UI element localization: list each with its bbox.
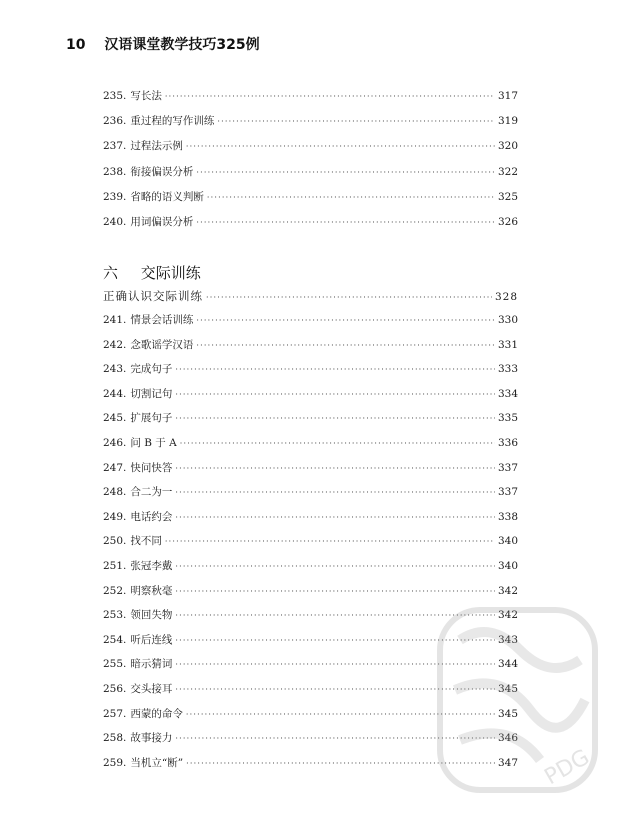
toc-entry-number: 256. <box>103 683 127 695</box>
leader-dots <box>175 559 495 575</box>
chapter-number: 六 <box>103 264 119 282</box>
toc-entry[interactable] <box>103 410 518 426</box>
toc-entry[interactable] <box>103 656 518 672</box>
leader-dots <box>196 313 495 329</box>
toc-entry-title: 快问快答 <box>130 461 173 474</box>
toc-entry[interactable] <box>103 533 518 549</box>
toc-entry[interactable] <box>103 460 518 476</box>
toc-entry-intro[interactable] <box>103 288 518 304</box>
toc-entry-number: 248. <box>103 486 127 499</box>
leader-dots <box>175 657 495 673</box>
toc-entry-number: 240. <box>103 216 127 228</box>
leader-dots <box>175 682 495 698</box>
toc-entry-number: 258. <box>103 732 127 745</box>
toc-entry-page: 336 <box>497 437 518 449</box>
toc-entry-title: 交头接耳 <box>130 683 173 695</box>
toc-entry-number: 254. <box>103 633 127 646</box>
toc-entry-page: 346 <box>497 732 518 745</box>
toc-entry-number: 255. <box>103 658 127 671</box>
toc-entry-page: 337 <box>497 486 518 499</box>
toc-entry-title: 扩展句子 <box>130 412 173 425</box>
chapter-heading <box>103 262 201 283</box>
toc-entry-number: 245. <box>103 412 127 425</box>
toc-entry-number: 244. <box>103 387 127 400</box>
toc-entry[interactable] <box>103 632 518 648</box>
toc-entry-number: 235. <box>103 90 127 102</box>
toc-entry-page: 331 <box>497 338 518 351</box>
toc-entry[interactable] <box>103 113 518 129</box>
toc-entry-title: 重过程的写作训练 <box>130 115 215 128</box>
toc-entry-title: 暗示猜词 <box>130 658 173 671</box>
toc-entry-title: 用词偏误分析 <box>130 216 194 228</box>
toc-entry-page: 322 <box>497 165 518 178</box>
toc-entry-page: 326 <box>497 216 518 228</box>
toc-entry-page: 330 <box>497 314 518 326</box>
toc-entry-number: 239. <box>103 190 127 203</box>
leader-dots <box>175 608 495 624</box>
toc-entry-page: 328 <box>494 291 518 303</box>
toc-entry-title: 故事接力 <box>130 732 173 745</box>
toc-entry-page: 345 <box>497 707 518 720</box>
leader-dots <box>196 215 495 231</box>
toc-entry-number: 249. <box>103 510 127 523</box>
toc-entry-page: 343 <box>497 633 518 646</box>
toc-entry[interactable] <box>103 558 518 574</box>
toc-entry-number: 259. <box>103 756 127 769</box>
toc-entry-title: 电话约会 <box>130 510 173 523</box>
toc-entry-number: 237. <box>103 140 127 153</box>
toc-entry-page: 337 <box>497 461 518 474</box>
leader-dots <box>175 485 495 501</box>
leader-dots <box>196 338 495 354</box>
toc-entry-number: 250. <box>103 535 127 548</box>
leader-dots <box>180 436 495 452</box>
toc-entry[interactable] <box>103 706 518 722</box>
leader-dots <box>175 461 495 477</box>
leader-dots <box>175 510 495 526</box>
toc-entry[interactable] <box>103 138 518 154</box>
toc-entry-title: 切割记句 <box>130 387 173 400</box>
leader-dots <box>186 756 495 772</box>
leader-dots <box>186 139 495 155</box>
toc-entry-number: 243. <box>103 363 127 376</box>
toc-entry[interactable] <box>103 337 518 353</box>
leader-dots <box>186 707 495 723</box>
toc-entry-number: 251. <box>103 560 127 572</box>
toc-entry-number: 247. <box>103 461 127 474</box>
toc-entry-title: 衔接偏误分析 <box>130 165 194 178</box>
toc-entry-title: 情景会话训练 <box>130 314 194 326</box>
toc-entry-title: 张冠李戴 <box>130 560 173 572</box>
toc-entry[interactable] <box>103 730 518 746</box>
toc-entry-page: 344 <box>497 658 518 671</box>
toc-entry-title: 西蒙的命令 <box>130 707 183 720</box>
toc-entry-title: 明察秋毫 <box>130 584 173 597</box>
page-number: 10 <box>66 37 86 53</box>
toc-entry-title: 过程法示例 <box>130 140 183 153</box>
leader-dots <box>175 362 495 378</box>
toc-entry[interactable] <box>103 755 518 771</box>
toc-entry-number: 236. <box>103 115 127 128</box>
toc-entry-number: 253. <box>103 609 127 622</box>
toc-entry-page: 334 <box>497 387 518 400</box>
toc-entry-title: 问 B 于 A <box>130 437 177 449</box>
chapter-title: 交际训练 <box>140 264 201 282</box>
toc-entry-page: 319 <box>497 115 518 128</box>
toc-entry-number: 257. <box>103 707 127 720</box>
toc-entry-page: 317 <box>497 90 518 102</box>
leader-dots <box>207 190 495 206</box>
toc-entry[interactable] <box>103 361 518 377</box>
toc-entry[interactable] <box>103 681 518 697</box>
toc-entry-title: 当机立“断” <box>130 756 184 769</box>
toc-entry[interactable] <box>103 435 518 451</box>
toc-entry-number: 242. <box>103 338 127 351</box>
leader-dots <box>165 534 495 550</box>
toc-entry[interactable] <box>103 509 518 525</box>
toc-entry-page: 340 <box>497 535 518 548</box>
toc-entry-title: 写长法 <box>130 90 162 102</box>
toc-entry[interactable] <box>103 214 518 230</box>
toc-entry[interactable] <box>103 88 518 104</box>
toc-entry-title: 念歌谣学汉语 <box>130 338 194 351</box>
toc-entry-title: 合二为一 <box>130 486 173 499</box>
toc-entry-title: 听后连线 <box>130 633 173 646</box>
leader-dots <box>175 584 495 600</box>
leader-dots <box>196 165 495 181</box>
toc-entry-title: 完成句子 <box>130 363 173 376</box>
toc-entry[interactable] <box>103 164 518 180</box>
toc-entry-number: 238. <box>103 165 127 178</box>
toc-entry-title: 省略的语义判断 <box>130 190 204 203</box>
leader-dots <box>175 633 495 649</box>
leader-dots <box>175 411 495 427</box>
toc-entry-page: 320 <box>497 140 518 153</box>
toc-entry[interactable] <box>103 607 518 623</box>
toc-entry-number: 246. <box>103 437 127 449</box>
toc-entry-page: 325 <box>497 190 518 203</box>
toc-entry-number: 252. <box>103 584 127 597</box>
toc-entry-page: 347 <box>497 756 518 769</box>
toc-entry[interactable] <box>103 583 518 599</box>
toc-entry[interactable] <box>103 386 518 402</box>
leader-dots <box>165 89 495 105</box>
toc-entry[interactable] <box>103 189 518 205</box>
toc-entry-page: 342 <box>497 584 518 597</box>
leader-dots <box>217 114 495 130</box>
toc-entry-page: 335 <box>497 412 518 425</box>
toc-entry-page: 338 <box>497 510 518 523</box>
toc-entry-title: 找不同 <box>130 535 162 548</box>
watermark-text: PDG <box>540 744 594 791</box>
toc-entry[interactable] <box>103 312 518 328</box>
leader-dots <box>206 290 492 306</box>
running-header <box>66 34 260 54</box>
toc-entry-title: 正确认识交际训练 <box>103 289 203 303</box>
toc-entry[interactable] <box>103 484 518 500</box>
toc-entry-page: 342 <box>497 609 518 622</box>
toc-entry-page: 345 <box>497 683 518 695</box>
toc-entry-number: 241. <box>103 314 127 326</box>
toc-entry-title: 领回失物 <box>130 609 173 622</box>
toc-entry-page: 333 <box>497 363 518 376</box>
leader-dots <box>175 387 495 403</box>
toc-entry-page: 340 <box>497 560 518 572</box>
leader-dots <box>175 731 495 747</box>
book-title: 汉语课堂教学技巧325例 <box>104 37 260 53</box>
